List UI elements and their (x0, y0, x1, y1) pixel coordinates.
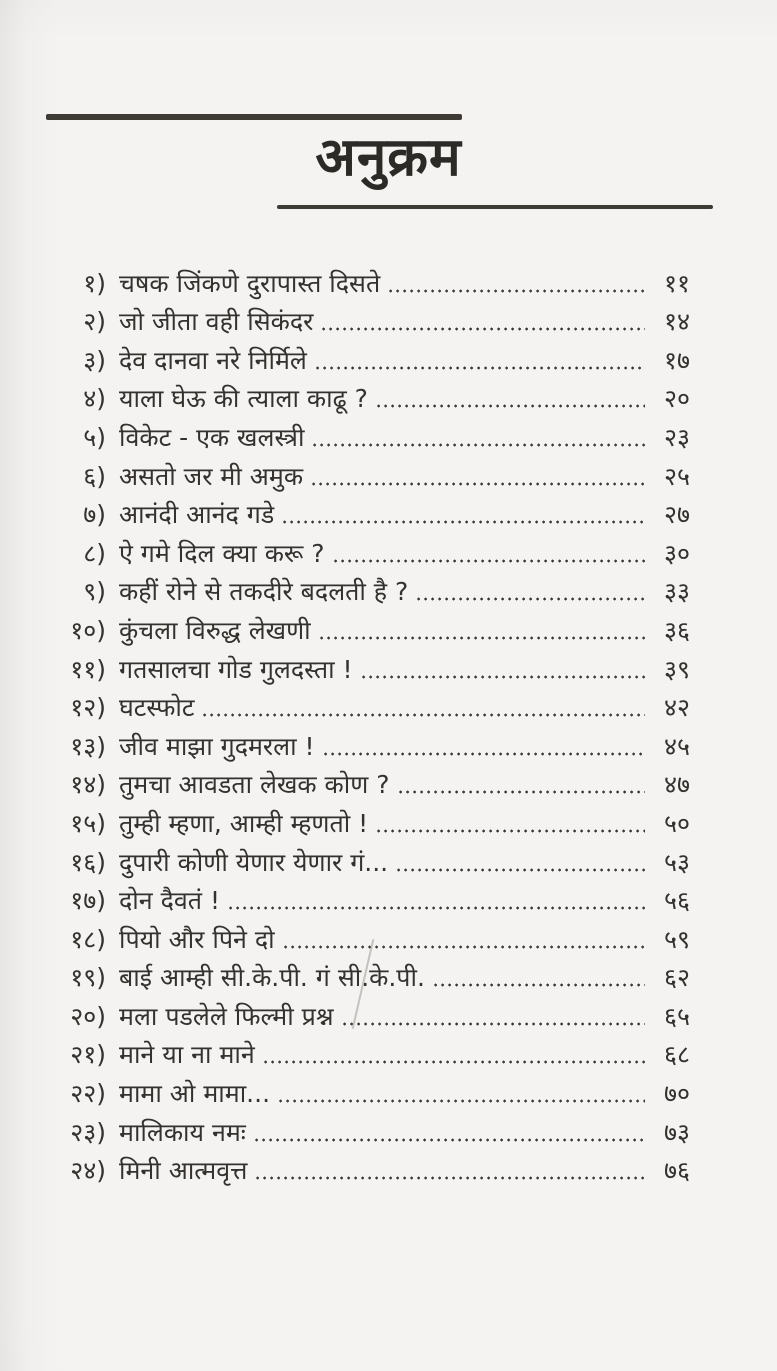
entry-page: १७ (663, 345, 690, 375)
toc-entry (52, 881, 690, 920)
entry-title: जो जीता वही सिकंदर (119, 307, 314, 337)
toc-entry (52, 726, 690, 765)
entry-number: ३) (83, 345, 106, 375)
entry-title: कुंचला विरुद्ध लेखणी (119, 615, 311, 645)
entry-number: १८) (70, 924, 106, 954)
dotted-leader (353, 649, 650, 688)
dotted-leader (246, 1112, 650, 1151)
toc-entry (52, 842, 690, 881)
dotted-leader (307, 340, 650, 379)
entry-title: देव दानवा नरे निर्मिले (119, 345, 307, 375)
entry-title: मामा ओ मामा... (119, 1079, 271, 1109)
entry-number: १४) (70, 770, 106, 800)
toc-entry (52, 379, 690, 418)
toc-entry (52, 456, 690, 495)
entry-page: ५९ (663, 924, 690, 954)
toc-entry (52, 302, 690, 341)
entry-page: ७३ (663, 1117, 690, 1147)
entry-title: घटस्फोट (119, 693, 195, 723)
dotted-leader (270, 1073, 650, 1112)
toc-entry (52, 803, 690, 842)
entry-title: तुम्ही म्हणा, आम्ही म्हणतो ! (119, 808, 369, 838)
entry-page: ५० (663, 808, 690, 838)
entry-page: ६२ (663, 963, 690, 993)
dotted-leader (388, 842, 650, 881)
toc-entry (52, 765, 690, 804)
dotted-leader (390, 765, 650, 804)
entry-page: २० (663, 384, 690, 414)
entry-title: मालिकाय नमः (119, 1117, 246, 1147)
toc-entry (52, 533, 690, 572)
entry-number: ४) (83, 384, 106, 414)
dotted-leader (368, 379, 650, 418)
toc-entry (52, 958, 690, 997)
entry-title: दुपारी कोणी येणार येणार गं... (119, 847, 389, 877)
entry-title: याला घेऊ की त्याला काढू ? (119, 384, 368, 414)
dotted-leader (408, 572, 650, 611)
toc-entry (52, 1035, 690, 1074)
toc-entry (52, 610, 690, 649)
entry-page: ४७ (663, 770, 690, 800)
page-title: अनुक्रम (315, 127, 462, 188)
dotted-leader (311, 610, 650, 649)
toc-entry (52, 1112, 690, 1151)
dotted-leader (313, 302, 650, 341)
entry-page: ५६ (663, 886, 690, 916)
entry-number: ७) (83, 500, 106, 530)
toc-list (52, 263, 690, 1189)
entry-title: कहीं रोने से तकदीरे बदलती है ? (119, 577, 409, 607)
entry-title: चषक जिंकणे दुरापास्त दिसते (119, 268, 381, 298)
dotted-leader (304, 417, 650, 456)
entry-number: १९) (70, 963, 106, 993)
entry-number: १५) (70, 808, 106, 838)
entry-title: दोन दैवतं ! (119, 886, 220, 916)
dotted-leader (380, 263, 650, 302)
entry-title: विकेट - एक खलस्त्री (119, 422, 305, 452)
entry-page: २५ (663, 461, 690, 491)
entry-title: मला पडलेले फिल्मी प्रश्न (119, 1001, 334, 1031)
dotted-leader (255, 1035, 650, 1074)
entry-number: ११) (70, 654, 106, 684)
entry-number: १६) (70, 847, 106, 877)
entry-page: २३ (663, 422, 690, 452)
title-rule-bottom (277, 205, 713, 209)
toc-entry (52, 417, 690, 456)
toc-entry (52, 649, 690, 688)
entry-number: ८) (83, 538, 106, 568)
entry-page: ६८ (663, 1040, 690, 1070)
entry-number: २३) (70, 1117, 106, 1147)
entry-page: ३३ (663, 577, 690, 607)
entry-page: ३६ (663, 615, 690, 645)
entry-page: ६५ (663, 1001, 690, 1031)
entry-title: असतो जर मी अमुक (119, 461, 304, 491)
toc-entry (52, 340, 690, 379)
dotted-leader (275, 919, 650, 958)
toc-entry (52, 263, 690, 302)
entry-page: ५३ (663, 847, 690, 877)
entry-number: १०) (70, 615, 106, 645)
entry-number: २१) (70, 1040, 106, 1070)
entry-number: २०) (70, 1001, 106, 1031)
entry-page: ३९ (663, 654, 690, 684)
toc-entry (52, 495, 690, 534)
entry-page: २७ (663, 500, 690, 530)
dotted-leader (325, 533, 650, 572)
entry-number: १७) (70, 886, 106, 916)
entry-number: १२) (70, 693, 106, 723)
entry-title: जीव माझा गुदमरला ! (119, 731, 315, 761)
entry-title: तुमचा आवडता लेखक कोण ? (119, 770, 390, 800)
dotted-leader (368, 803, 650, 842)
entry-title: गतसालचा गोड गुलदस्ता ! (119, 654, 353, 684)
entry-title: बाई आम्ही सी.के.पी. गं सी.के.पी. (119, 963, 425, 993)
entry-title: आनंदी आनंद गडे (119, 500, 275, 530)
dotted-leader (334, 996, 650, 1035)
toc-entry (52, 996, 690, 1035)
dotted-leader (315, 726, 650, 765)
dotted-leader (247, 1151, 650, 1190)
toc-entry (52, 572, 690, 611)
dotted-leader (194, 688, 650, 727)
entry-page: ३० (663, 538, 690, 568)
entry-title: पियो और पिने दो (119, 924, 275, 954)
entry-number: ६) (83, 461, 106, 491)
entry-page: १४ (663, 307, 690, 337)
entry-number: ९) (83, 577, 106, 607)
entry-title: माने या ना माने (119, 1040, 255, 1070)
entry-number: २) (83, 307, 106, 337)
entry-number: १३) (70, 731, 106, 761)
toc-entry (52, 688, 690, 727)
entry-number: २४) (70, 1156, 106, 1186)
dotted-leader (220, 881, 650, 920)
dotted-leader (303, 456, 650, 495)
entry-number: १) (83, 268, 106, 298)
entry-number: ५) (83, 422, 106, 452)
dotted-leader (425, 958, 650, 997)
entry-page: ७० (663, 1079, 690, 1109)
entry-page: ४२ (663, 693, 690, 723)
toc-entry (52, 1073, 690, 1112)
entry-title: ऐ गमे दिल क्या करू ? (119, 538, 325, 568)
title-rule-top (46, 114, 462, 120)
entry-page: ११ (663, 268, 690, 298)
entry-page: ७६ (663, 1156, 690, 1186)
dotted-leader (274, 495, 650, 534)
entry-title: मिनी आत्मवृत्त (119, 1156, 248, 1186)
entry-number: २२) (70, 1079, 106, 1109)
toc-entry (52, 1151, 690, 1190)
entry-page: ४५ (663, 731, 690, 761)
